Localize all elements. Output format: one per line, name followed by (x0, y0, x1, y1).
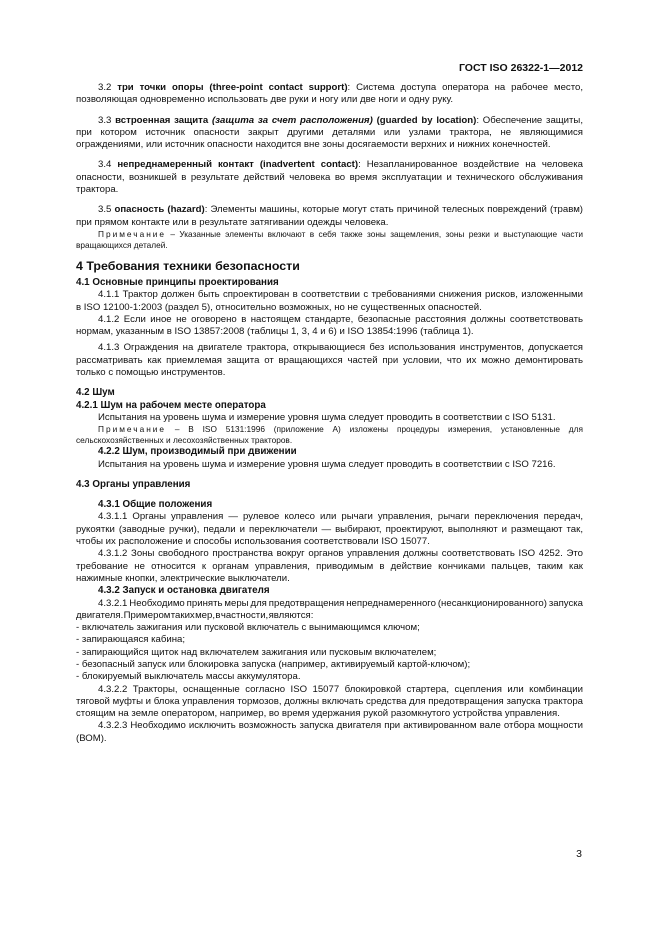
list-item: - блокируемый выключатель массы аккумулятора. (76, 671, 301, 683)
para-4-3-1-1: 4.3.1.1 Органы управления — рулевое колесо или рычаги управления, рычаги переключения передач, рукоятки (заводные ручки), педали и переключатели — выбирают, проектируют, выполняют и размещают так, чтобы их расположение и способы использования соответствовали ISO 15077. (76, 511, 583, 548)
list-item: - запирающаяся кабина; (76, 634, 185, 646)
term-3-5: 3.5 опасность (hazard): Элементы машины, которые могут стать причиной телесных повреждений (травм) при прямом контакте или в результате затягивании одежды человека. (76, 204, 583, 228)
section-4-title: 4 Требования техники безопасности (76, 258, 300, 273)
para-4-1-2: 4.1.2 Если иное не оговорено в настоящем стандарте, безопасные расстояния должны соответствовать нормам, указанным в ISO 13857:2008 (таблицы 1, 3, 4 и 6) и ISO 13854:1996 (таблица 1). (76, 313, 583, 338)
para-4-3-1-2: 4.3.1.2 Зоны свободного пространства вокруг органов управления должны соответствовать ISO 4252. Это требование не относится к органам управления, приводимым в действие кончиками пальцев, таким как нажимные кнопки, электрические выключатели. (76, 548, 583, 584)
para-4-1-3: 4.1.3 Ограждения на двигателе трактора, открывающиеся без использования инструментов, допускается рассматривать как приемлемая защита от вращающихся частей при условии, что их можно демонтировать только с помощью инструментов. (76, 342, 583, 379)
para-4-3-2-3: 4.3.2.3 Необходимо исключить возможность запуска двигателя при активированном вале отбора мощности (ВОМ). (76, 720, 583, 744)
section-4-3-2-title: 4.3.2 Запуск и остановка двигателя (98, 585, 270, 597)
term-3-2-name: три точки опоры (three-point contact support) (117, 82, 348, 93)
section-4-2-2-title: 4.2.2 Шум, производимый при движении (98, 446, 297, 458)
section-4-3-1-title: 4.3.1 Общие положения (98, 499, 213, 511)
para-4-1-1: 4.1.1 Трактор должен быть спроектирован в соответствии с требованиями снижения рисков, изложенными в ISO 12100-1:2003 (раздел 5), относительно возможных, но не существенных опасностей. (76, 289, 583, 313)
term-3-5-name: опасность (hazard) (114, 204, 205, 216)
section-4-1-title: 4.1 Основные принципы проектирования (76, 276, 279, 288)
section-4-2-1-title: 4.2.1 Шум на рабочем месте оператора (76, 399, 266, 411)
term-3-4-name: непреднамеренный контакт (inadvertent contact) (117, 159, 359, 171)
para-4-2-1: Испытания на уровень шума и измерение уровня шума следует проводить в соответствии с ISO 5131. (98, 411, 556, 423)
list-item: - включатель зажигания или пусковой включатель с вынимающимся ключом; (76, 622, 420, 634)
term-3-4: 3.4 непреднамеренный контакт (inadvertent contact): Незапланированное воздействие на человека опасности, возникшей в результате действий человека во время эксплуатации и технического обслуживания трактора. (76, 159, 583, 196)
note-3-5: Примечание – Указанные элементы включают в себя также зоны защемления, зоны резки и выступающие части вращающихся деталей. (76, 228, 583, 250)
running-header: ГОСТ ISO 26322-1—2012 (458, 62, 583, 74)
page-number: 3 (576, 848, 582, 860)
list-item: - запирающийся щиток над включателем зажигания или пусковым включателем; (76, 646, 437, 658)
term-3-3-name: встроенная защита (115, 114, 209, 126)
list-item: - безопасный запуск или блокировка запуска (например, активируемый картой-ключом); (76, 658, 471, 670)
term-3-3: 3.3 встроенная защита (защита за счет расположения) (guarded by location): Обеспечение защиты, при котором источник опасности закрыт другими деталями или узлами трактора, не являющимися ограждениями, или источник опасности находится вне зоны досягаемости верхних и нижних конечностей. (76, 114, 583, 151)
term-3-2: 3.2 три точки опоры (three-point contact support): Система доступа оператора на рабочее место, позволяющая одновременно использовать две руки и ногу или две ноги и одну руку. (76, 82, 583, 106)
section-4-2-title: 4.2 Шум (76, 387, 115, 399)
page-content (76, 82, 583, 745)
section-4-3-title: 4.3 Органы управления (76, 478, 191, 490)
para-4-2-2: Испытания на уровень шума и измерение уровня шума следует проводить в соответствии с ISO 7216. (98, 458, 556, 470)
note-4-2-1: Примечание – В ISO 5131:1996 (приложение А) изложены процедуры измерения, установленные для сельскохозяйственных и лесохозяйственных тракторов. (76, 424, 583, 446)
para-4-3-2-2: 4.3.2.2 Тракторы, оснащенные согласно ISO 15077 блокировкой стартера, сцепления или комбинации тяговой муфты и блока управления тормозов, должны включать средства для предотвращения запуска трактора стоящим на земле оператором, например, во время удержания рукой разомкнутого устройства управления. (76, 683, 583, 720)
para-4-3-2-1: 4.3.2.1 Необходимо принять меры для предотвращения непреднамеренного (несанкционированного) запуска двигателя. Примером таких мер, в частности, являются: (76, 597, 583, 621)
